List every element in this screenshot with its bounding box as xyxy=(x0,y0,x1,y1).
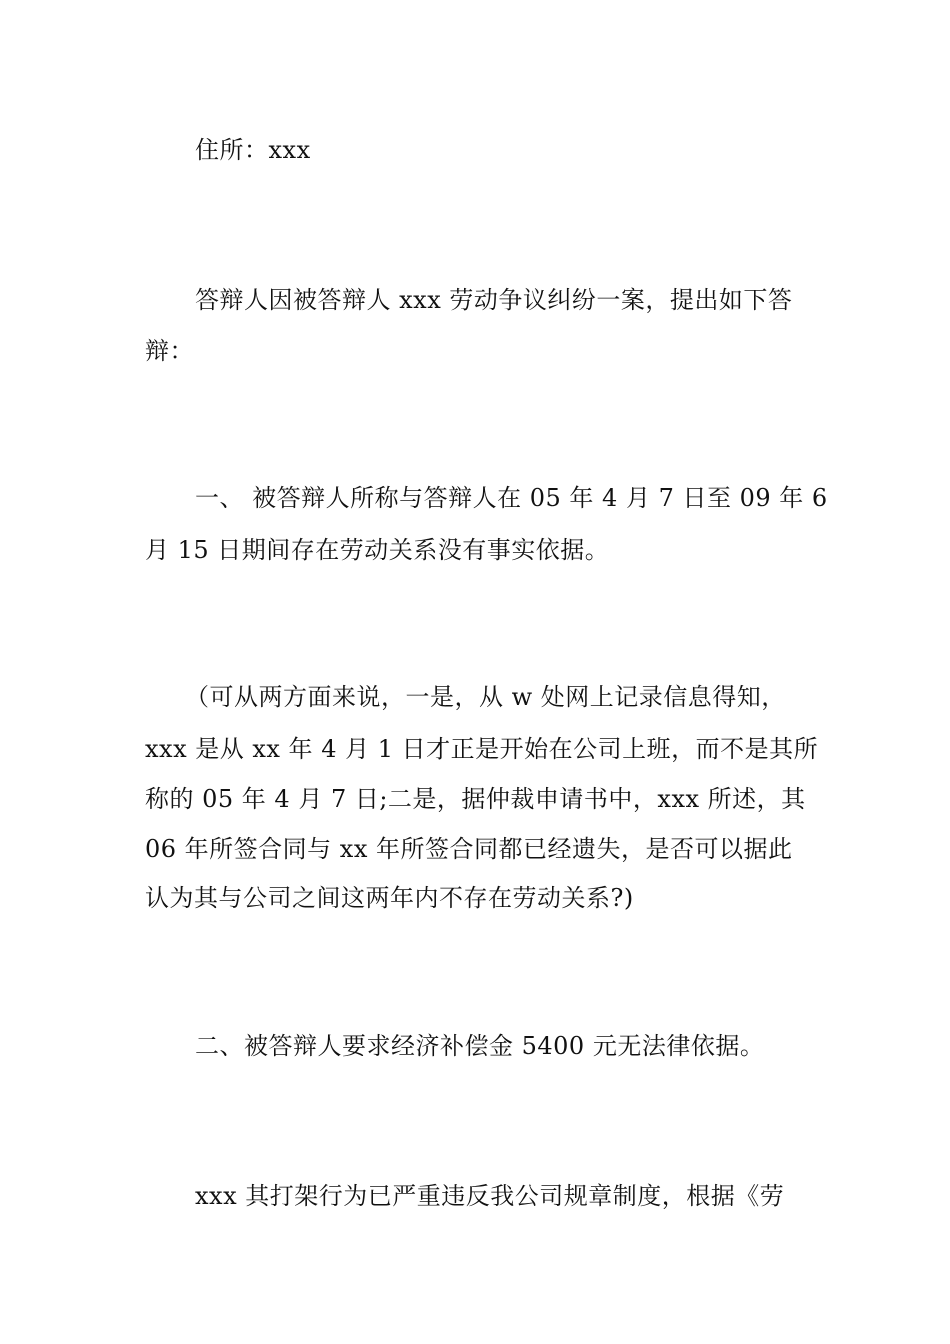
note-line-2: xxx 是从 xx 年 4 月 1 日才正是开始在公司上班，而不是其所 xyxy=(145,735,819,763)
note-line-1: （可从两方面来说，一是，从 w 处网上记录信息得知， xyxy=(185,683,786,711)
closing-line-1: xxx 其打架行为已严重违反我公司规章制度，根据《劳 xyxy=(195,1182,785,1210)
point-2-line-1: 二、被答辩人要求经济补偿金 5400 元无法律依据。 xyxy=(195,1032,765,1060)
intro-line-2: 辩： xyxy=(145,337,194,365)
address-line: 住所：xxx xyxy=(195,136,311,164)
intro-line-1: 答辩人因被答辩人 xxx 劳动争议纠纷一案，提出如下答 xyxy=(195,286,793,314)
point-1-line-2: 月 15 日期间存在劳动关系没有事实依据。 xyxy=(145,536,610,564)
note-line-4: 06 年所签合同与 xx 年所签合同都已经遗失，是否可以据此 xyxy=(145,835,793,863)
note-line-3: 称的 05 年 4 月 7 日;二是，据仲裁申请书中，xxx 所述，其 xyxy=(145,785,806,813)
point-1-line-1: 一、 被答辩人所称与答辩人在 05 年 4 月 7 日至 09 年 6 xyxy=(195,484,828,512)
note-line-5: 认为其与公司之间这两年内不存在劳动关系?) xyxy=(145,884,634,912)
